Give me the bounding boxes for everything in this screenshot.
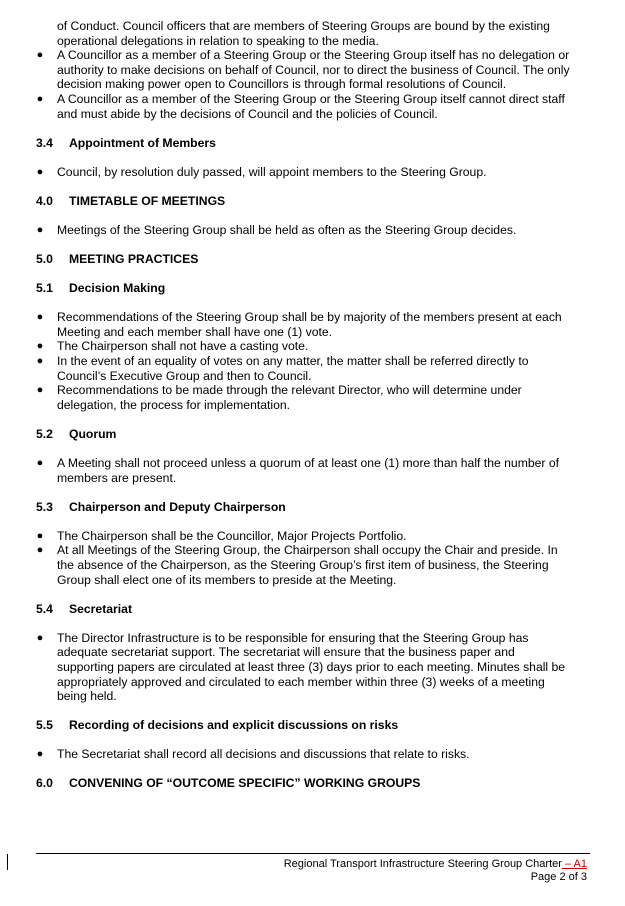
section-heading bbox=[36, 194, 592, 209]
bullet-text-line: A Meeting shall not proceed unless a quorum of at least one (1) more than half the number of bbox=[57, 455, 560, 470]
bullet-dot-icon: ● bbox=[36, 355, 44, 367]
bullet-text-line: appropriately approved and circulated to each member within three (3) weeks of a meeting bbox=[57, 674, 545, 689]
list-item bbox=[36, 529, 592, 544]
section-5-3 bbox=[36, 500, 592, 587]
section-6-0 bbox=[36, 776, 592, 791]
continued-text-line: of Conduct. Council officers that are members of Steering Groups are bound by the existing bbox=[57, 19, 550, 33]
bullet-text-line: adequate secretariat support. The secretariat will ensure that the business paper and bbox=[57, 645, 515, 660]
section-heading bbox=[36, 602, 592, 617]
continued-text-line: operational delegations in relation to speaking to the media. bbox=[57, 33, 379, 48]
bullet-text-line: In the event of an equality of votes on any matter, the matter shall be referred directly to bbox=[57, 354, 529, 368]
list-item bbox=[36, 223, 592, 238]
section-heading bbox=[36, 776, 592, 791]
section-number: 4.0 bbox=[36, 193, 53, 208]
bullet-list bbox=[36, 223, 592, 238]
page-footer bbox=[284, 858, 587, 884]
bullet-text-line: being held. bbox=[57, 689, 117, 704]
section-5-2 bbox=[36, 427, 592, 485]
bullet-list bbox=[36, 529, 592, 587]
bullet-list bbox=[36, 747, 592, 762]
bullet-text-line: Meetings of the Steering Group shall be held as often as the Steering Group decides. bbox=[57, 222, 517, 237]
list-item bbox=[36, 165, 592, 180]
bullet-dot-icon: ● bbox=[36, 384, 44, 397]
bullet-list bbox=[36, 48, 592, 121]
section-title: Chairperson and Deputy Chairperson bbox=[69, 499, 286, 514]
section-title: Decision Making bbox=[69, 281, 166, 296]
list-item bbox=[36, 383, 592, 412]
list-item bbox=[36, 48, 592, 92]
bullet-text-line: At all Meetings of the Steering Group, the Chairperson shall occupy the Chair and preside. In bbox=[57, 543, 558, 558]
bullet-list bbox=[36, 165, 592, 180]
bullet-text-line: A Councillor as a member of the Steering Group or the Steering Group itself cannot direct staff bbox=[57, 91, 565, 106]
bullet-dot-icon: ● bbox=[36, 631, 44, 644]
section-number: 5.4 bbox=[36, 601, 53, 616]
section-title: Secretariat bbox=[69, 601, 133, 616]
list-item bbox=[36, 310, 592, 339]
footer-revision: – A1 bbox=[561, 858, 587, 870]
section-5-0 bbox=[36, 252, 592, 267]
section-title: Appointment of Members bbox=[69, 135, 216, 150]
bullet-list bbox=[36, 456, 592, 485]
section-number: 3.4 bbox=[36, 135, 53, 150]
bullet-text-line: Recommendations of the Steering Group shall be by majority of the members present at each bbox=[57, 310, 562, 325]
list-item bbox=[36, 92, 592, 121]
bullet-list bbox=[36, 310, 592, 412]
section-3-4 bbox=[36, 136, 592, 180]
list-item bbox=[36, 339, 592, 354]
list-item bbox=[36, 543, 592, 587]
bullet-text-line: Group shall elect one of its members to preside at the Meeting. bbox=[57, 572, 397, 587]
section-number: 6.0 bbox=[36, 776, 53, 791]
list-item bbox=[36, 747, 592, 762]
document-body bbox=[36, 19, 592, 805]
list-item bbox=[36, 631, 592, 704]
section-number: 5.3 bbox=[36, 499, 53, 514]
section-title: TIMETABLE OF MEETINGS bbox=[69, 193, 226, 208]
change-bar bbox=[7, 854, 8, 870]
bullet-dot-icon: ● bbox=[36, 223, 44, 236]
intro-continuation bbox=[36, 19, 592, 121]
bullet-dot-icon: ● bbox=[36, 748, 44, 761]
section-number: 5.1 bbox=[36, 281, 53, 296]
section-4-0 bbox=[36, 194, 592, 238]
bullet-dot-icon: ● bbox=[36, 529, 44, 542]
section-heading bbox=[36, 500, 592, 515]
section-heading bbox=[36, 252, 592, 267]
section-number: 5.2 bbox=[36, 426, 53, 441]
bullet-text-line: The Chairperson shall not have a casting vote. bbox=[57, 339, 309, 354]
bullet-text-line: The Chairperson shall be the Councillor, Major Projects Portfolio. bbox=[57, 528, 407, 543]
footer-doc-title: Regional Transport Infrastructure Steering Group Charter bbox=[283, 858, 562, 870]
section-heading bbox=[36, 427, 592, 442]
section-title: CONVENING OF “OUTCOME SPECIFIC” WORKING GROUPS bbox=[69, 776, 421, 791]
bullet-dot-icon: ● bbox=[36, 49, 44, 62]
bullet-list bbox=[36, 631, 592, 704]
bullet-text-line: The Secretariat shall record all decisions and discussions that relate to risks. bbox=[57, 747, 470, 762]
bullet-dot-icon: ● bbox=[36, 92, 44, 105]
section-5-1 bbox=[36, 281, 592, 412]
bullet-text-line: decision making power open to Councillors is through formal resolutions of Council. bbox=[57, 77, 507, 92]
bullet-text-line: The Director Infrastructure is to be responsible for ensuring that the Steering Group has bbox=[57, 630, 529, 645]
bullet-text-line: Council’s Executive Group and then to Council. bbox=[57, 368, 312, 383]
bullet-dot-icon: ● bbox=[36, 340, 44, 353]
section-heading bbox=[36, 136, 592, 151]
list-item bbox=[36, 354, 592, 383]
section-title: MEETING PRACTICES bbox=[69, 252, 199, 267]
bullet-dot-icon: ● bbox=[36, 544, 44, 557]
section-title: Quorum bbox=[69, 426, 117, 441]
section-number: 5.5 bbox=[36, 718, 53, 733]
bullet-text-line: A Councillor as a member of a Steering Group or the Steering Group itself has no delegation or bbox=[57, 48, 570, 63]
footer-page-number: Page 2 of 3 bbox=[530, 871, 587, 883]
section-heading bbox=[36, 718, 592, 733]
section-5-5 bbox=[36, 718, 592, 762]
bullet-dot-icon: ● bbox=[36, 311, 44, 324]
section-title: Recording of decisions and explicit discussions on risks bbox=[69, 718, 399, 733]
bullet-text-line: Recommendations to be made through the relevant Director, who will determine under bbox=[57, 383, 522, 398]
bullet-dot-icon: ● bbox=[36, 456, 44, 469]
list-item bbox=[36, 456, 592, 485]
bullet-text-line: authority to make decisions on behalf of Council, nor to direct the business of Council. The only bbox=[57, 62, 570, 77]
section-number: 5.0 bbox=[36, 252, 53, 267]
bullet-dot-icon: ● bbox=[36, 165, 44, 178]
bullet-text-line: and must abide by the decisions of Council and the policies of Council. bbox=[57, 106, 438, 121]
bullet-text-line: the absence of the Chairperson, as the Steering Group’s first item of business, the Steering bbox=[57, 557, 549, 572]
bullet-text-line: members are present. bbox=[57, 470, 177, 485]
sections-container bbox=[36, 136, 592, 791]
bullet-text-line: Meeting and each member shall have one (1) vote. bbox=[57, 324, 333, 339]
section-heading bbox=[36, 281, 592, 296]
footer-rule bbox=[36, 853, 590, 854]
bullet-text-line: delegation, the process for implementation. bbox=[57, 397, 291, 412]
bullet-text-line: Council, by resolution duly passed, will appoint members to the Steering Group. bbox=[57, 164, 487, 179]
bullet-text-line: supporting papers are circulated at least three (3) days prior to each meeting. Minutes shall be bbox=[57, 659, 566, 674]
section-5-4 bbox=[36, 602, 592, 704]
